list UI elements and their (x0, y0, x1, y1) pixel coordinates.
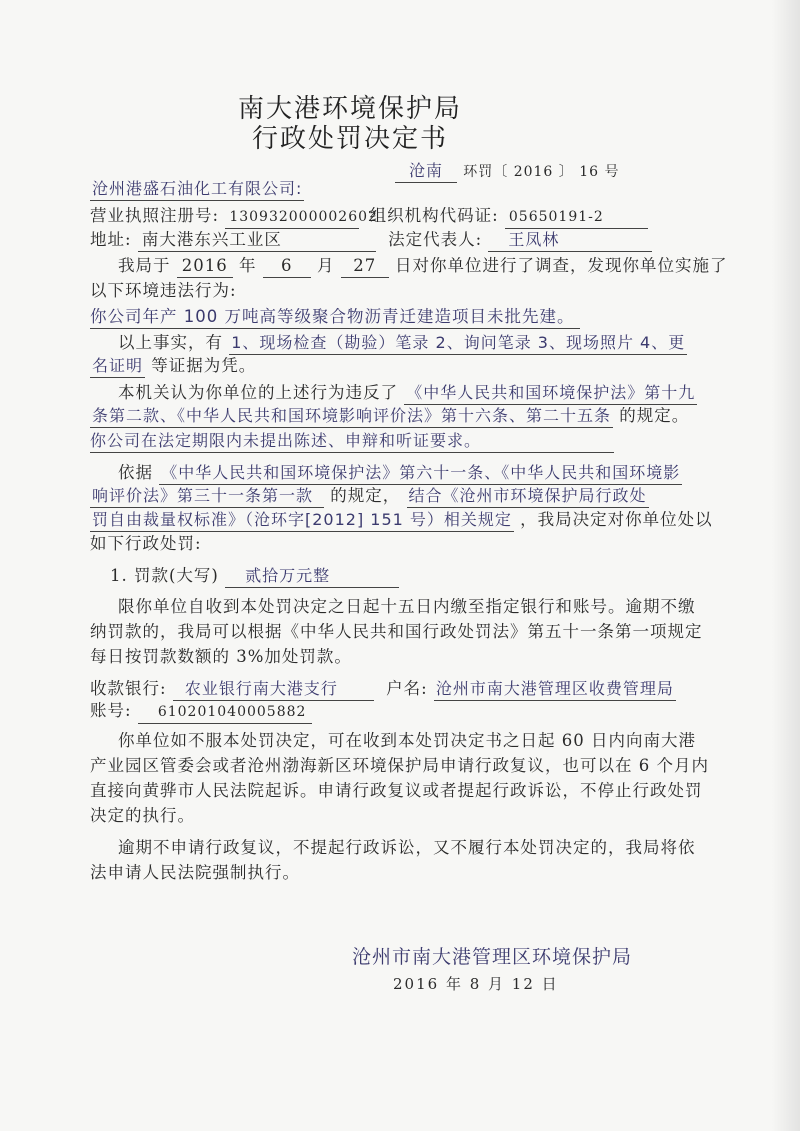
bank-label: 收款银行: (90, 679, 167, 698)
page-edge-shadow (772, 0, 800, 1131)
basis-prefix: 依据 (118, 463, 153, 482)
basis-mid: 的规定， (330, 486, 401, 505)
basis-standard-continued: 罚自由裁量权标准》（沧环字[2012] 151 号）相关规定 (90, 509, 514, 532)
appeal-line2: 产业园区管委会或者沧州渤海新区环境保护局申请行政复议，也可以在 6 个月内 (90, 756, 709, 775)
address-value: 南大港东兴工业区 (138, 229, 376, 252)
survey-line (118, 255, 728, 278)
bank-row (90, 678, 676, 701)
document-title-line2: 行政处罚决定书 (251, 124, 448, 154)
document-title-line1: 南大港环境保护局 (237, 94, 462, 124)
basis-law-continued: 响评价法》第三十一条第一款 (90, 485, 324, 508)
law-line2 (90, 405, 689, 428)
no-statement: 你公司在法定期限内未提出陈述、申辩和听证要求。 (90, 430, 614, 453)
basis-standard: 结合《沧州市环境保护局行政处 (407, 485, 649, 508)
license-value: 130932000002602 (225, 206, 359, 229)
survey-month: 6 (263, 255, 311, 278)
evidence-prefix: 以上事实，有 (118, 333, 223, 352)
evidence-line1 (118, 332, 687, 355)
law-violated-continued: 条第二款、《中华人民共和国环境影响评价法》第十六条、第二十五条 (90, 405, 613, 428)
enforcement-line1: 逾期不申请行政复议，不提起行政诉讼，又不履行本处罚决定的，我局将依 (118, 838, 696, 857)
account-name: 沧州市南大港管理区收费管理局 (434, 678, 676, 701)
org-code-label: 组织机构代码证: (369, 206, 499, 225)
payment-line3: 每日按罚款数额的 3%加处罚款。 (90, 647, 352, 666)
party-name (90, 178, 304, 201)
org-code-value: 05650191-2 (505, 206, 648, 229)
basis-line2 (90, 485, 649, 508)
evidence-suffix: 等证据为凭。 (151, 356, 257, 375)
fine-line (110, 565, 399, 588)
party-name-text: 沧州港盛石油化工有限公司: (90, 178, 304, 201)
legal-rep-label: 法定代表人: (388, 230, 483, 249)
law-violated: 《中华人民共和国环境保护法》第十九 (404, 382, 697, 405)
law-prefix: 本机关认为你单位的上述行为违反了 (118, 383, 398, 402)
evidence-list: 1、现场检查（勘验）笔录 2、询问笔录 3、现场照片 4、更 (229, 332, 687, 355)
account-label: 账号: (90, 701, 132, 720)
survey-year: 2016 (177, 255, 233, 278)
license-label: 营业执照注册号: (90, 206, 220, 225)
penalty-intro: 如下行政处罚: (90, 534, 202, 553)
payment-line2: 纳罚款的，我局可以根据《中华人民共和国行政处罚法》第五十一条第一项规定 (90, 622, 703, 641)
payment-line1: 限你单位自收到本处罚决定之日起十五日内缴至指定银行和账号。逾期不缴 (118, 597, 696, 616)
document-number-prefix: 沧南 (395, 160, 457, 183)
survey-year-unit: 年 (239, 256, 257, 275)
account-number: 610201040005882 (138, 701, 312, 724)
survey-suffix: 日对你单位进行了调查，发现你单位实施了 (395, 256, 728, 275)
law-line1 (118, 382, 697, 405)
document-number-main: 环罚〔 2016 〕 16 号 (463, 164, 620, 180)
issuer-signature: 沧州市南大港管理区环境保护局 (352, 946, 633, 968)
enforcement-line2: 法申请人民法院强制执行。 (90, 863, 300, 882)
violation-statement: 你公司年产 100 万吨高等级聚合物沥青迁建造项目未批先建。 (90, 306, 580, 329)
basis-law: 《中华人民共和国环境保护法》第六十一条、《中华人民共和国环境影 (159, 462, 682, 485)
law-suffix: 的规定。 (619, 406, 690, 425)
survey-day: 27 (341, 255, 389, 278)
bank-name: 农业银行南大港支行 (173, 678, 374, 701)
account-name-label: 户名: (386, 679, 428, 698)
survey-prefix: 我局于 (118, 256, 171, 275)
survey-month-unit: 月 (317, 256, 335, 275)
no-statement-line (90, 430, 614, 453)
issue-date: 2016 年 8 月 12 日 (393, 975, 559, 993)
basis-line1 (118, 462, 682, 485)
appeal-line1: 你单位如不服本处罚决定，可在收到本处罚决定书之日起 60 日内向南大港 (118, 731, 696, 750)
address-label: 地址: (90, 230, 132, 249)
basis-line3 (90, 509, 713, 532)
address-row (90, 229, 652, 252)
account-row (90, 700, 312, 724)
evidence-list-continued: 名证明 (90, 355, 145, 378)
document-number (395, 160, 620, 183)
basis-suffix: ，我局决定对你单位处以 (520, 510, 713, 529)
fine-label: 1. 罚款(大写) (110, 566, 219, 585)
legal-rep-value: 王凤林 (488, 229, 652, 252)
license-row (90, 205, 648, 229)
violation-intro: 以下环境违法行为: (90, 281, 237, 300)
evidence-line2 (90, 355, 256, 378)
appeal-line4: 决定的执行。 (90, 806, 195, 825)
fine-amount: 贰拾万元整 (225, 565, 399, 588)
appeal-line3: 直接向黄骅市人民法院起诉。申请行政复议或者提起行政诉讼，不停止行政处罚 (90, 781, 703, 800)
